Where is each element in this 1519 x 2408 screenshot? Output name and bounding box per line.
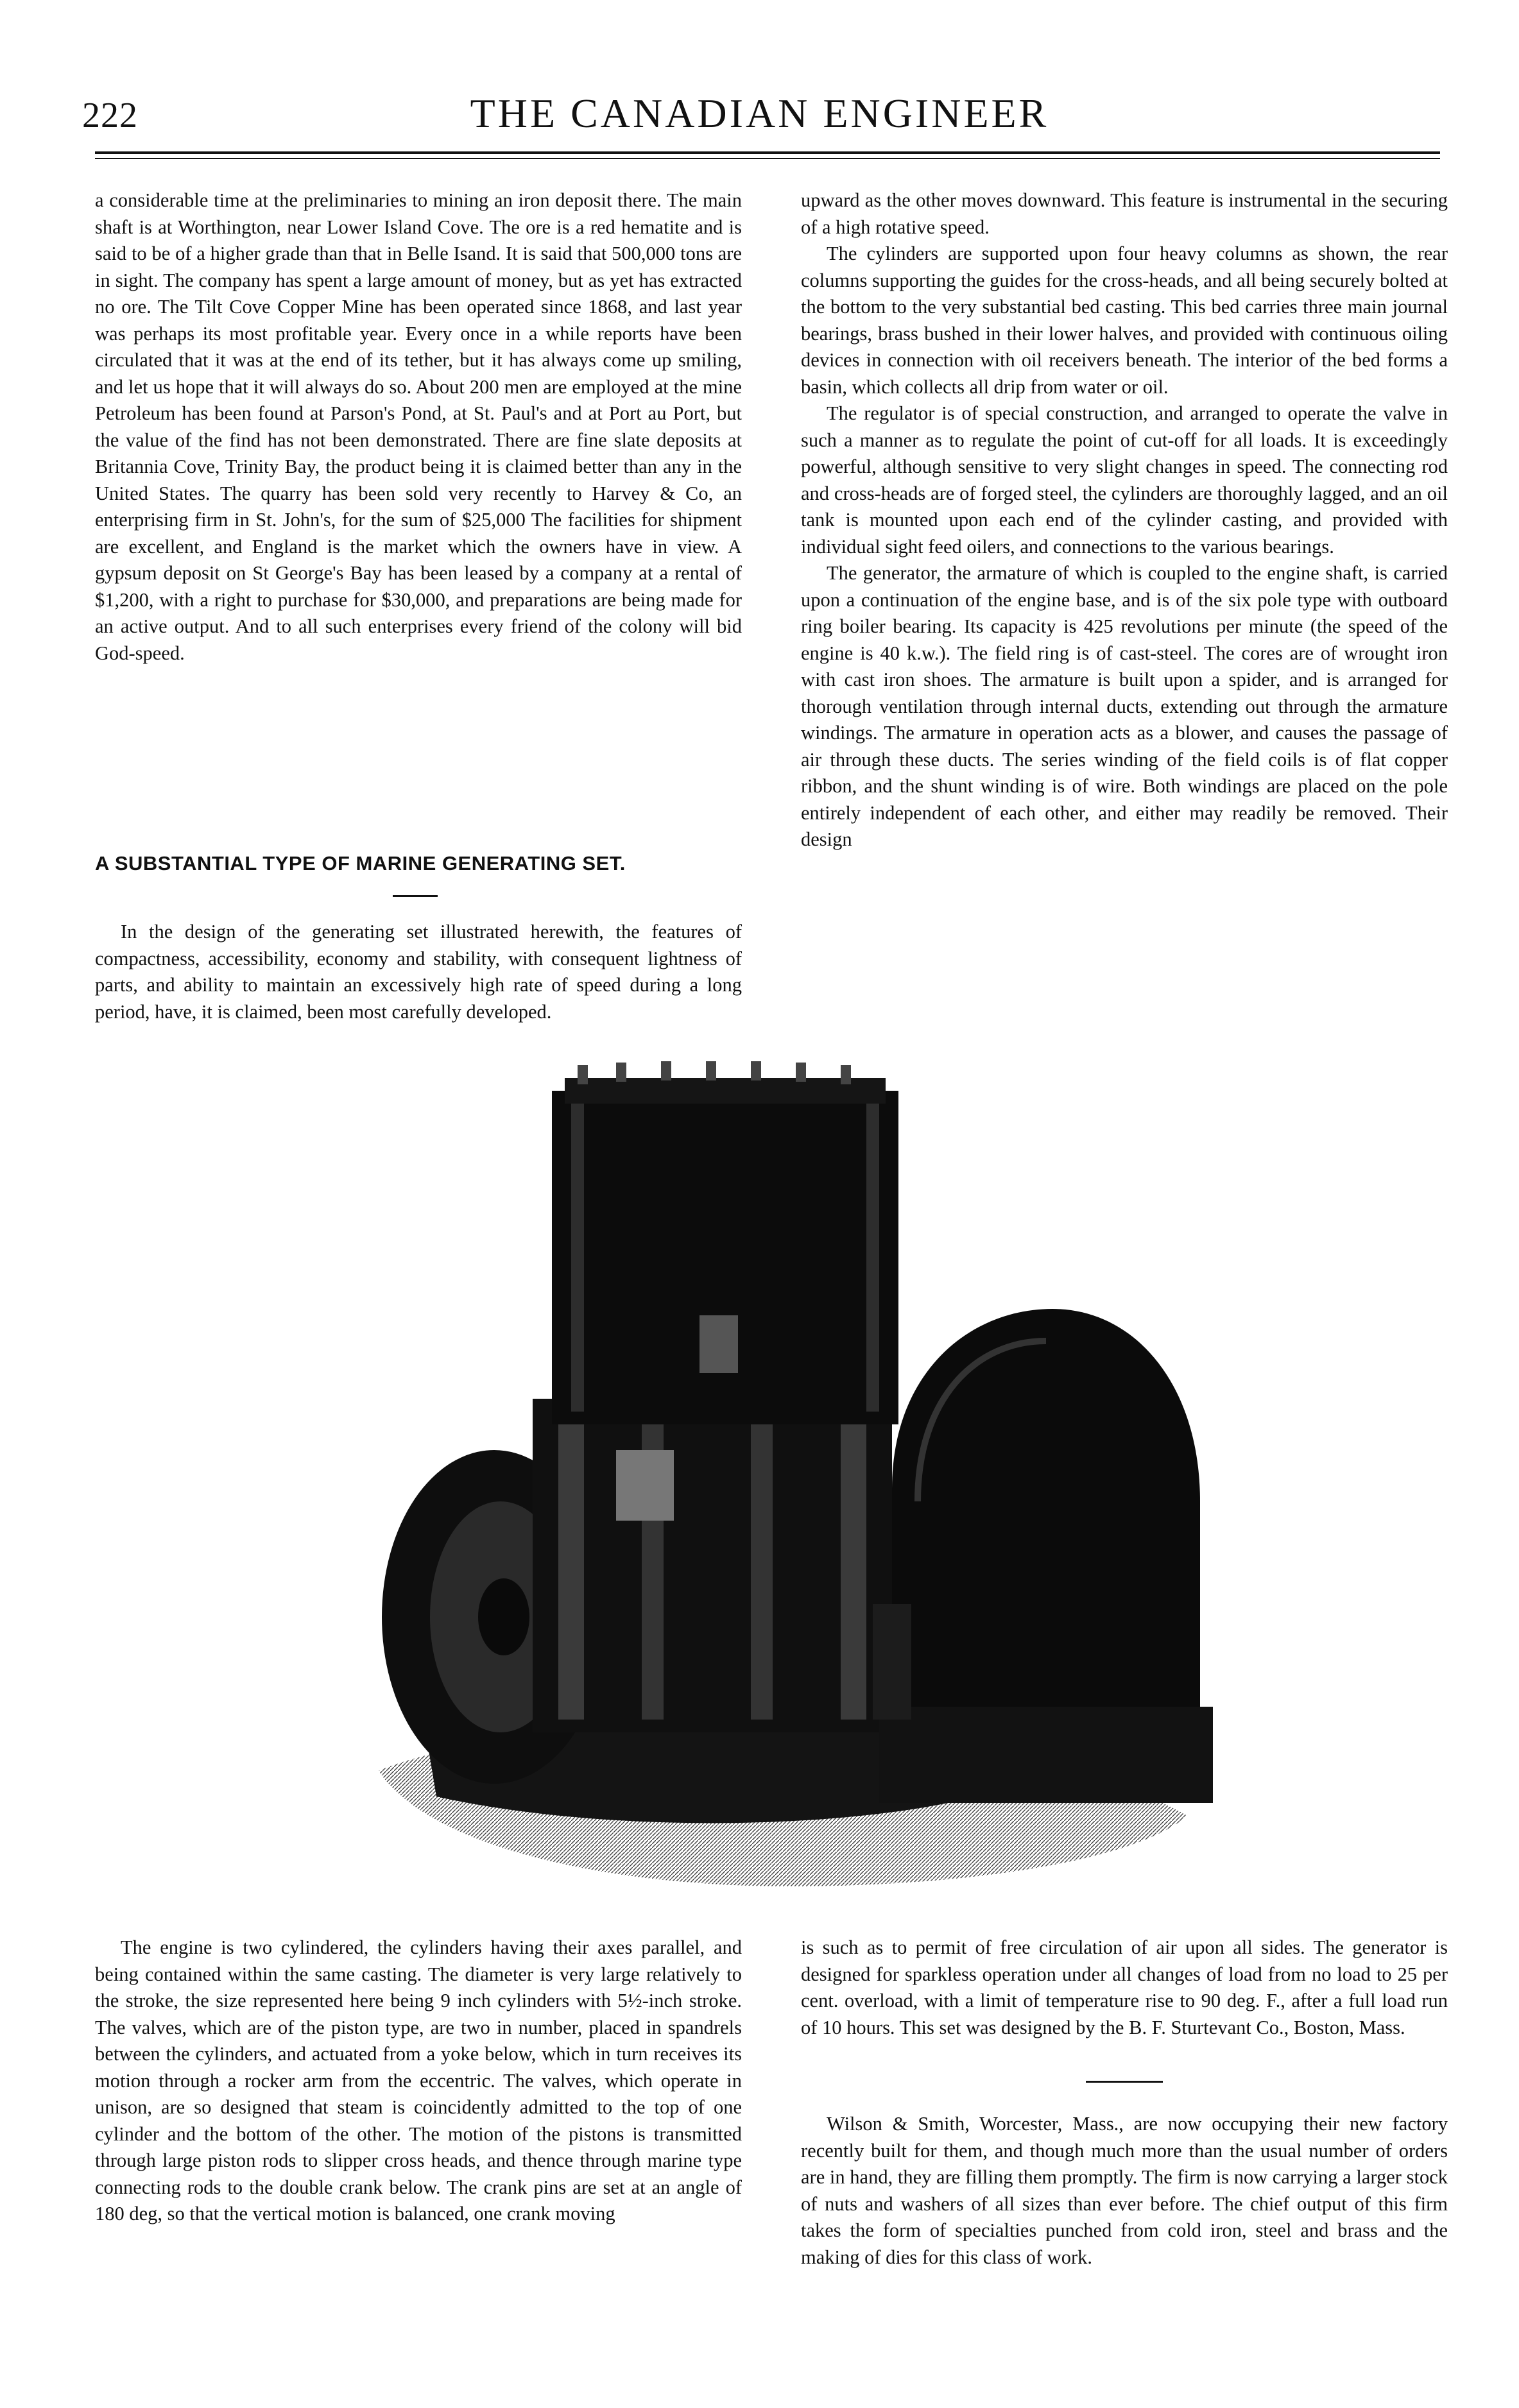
paragraph: The generator, the armature of which is coupled to the engine shaft, is carried upon a continuation of the engine base, and is of the six pole type with outboard ring boiler bearing. Its capacity is 425 revolutions per minute (the speed of the engine is 40 k.w.). The field ring is of cast-steel. The cores are of wrought iron with cast iron shoes. The armature is built upon a spider, and is arranged for thorough ventilation through internal ducts, extending out through the armature windings. The armature in operation acts as a blower, and causes the passage of air through these ducts. The series winding of the field coils is of flat copper ribbon, and the shunt winding is of wire. Both windings are placed on the pole entirely independent of each other, and either may readily be removed. Their design <box>801 562 1448 850</box>
paragraph: Wilson & Smith, Worcester, Mass., are now occupying their new factory recently built for them, and though much more than the usual number of orders are in hand, they are filling them promptly. The firm is now carrying a larger stock of nuts and washers of all sizes than ever before. The chief output of this firm takes the form of specialties punched from cold iron, steel and brass and the making of dies for this class of work. <box>801 2113 1448 2268</box>
paragraph: In the design of the generating set illustrated herewith, the features of compactness, accessibility, economy and stability, with consequent lightness of parts, and ability to maintain an excessively high rate of speed during a long period, have, it is claimed, been most carefully developed. <box>95 921 742 1023</box>
paragraph: The engine is two cylindered, the cylinders having their axes parallel, and being contained within the same casting. The diameter is very large relatively to the stroke, the size represented here being 9 inch cylinders with 5½-inch stroke. The valves, which are of the piston type, are two in number, placed in spandrels between the cylinders, and actuated from a yoke below, which in turn receives its motion through a rocker arm from the eccentric. The valves, which operate in unison, are so designed that steam is coincidently admitted to the top of one cylinder and the bottom of the other. The motion of the pistons is transmitted through large piston rods to slipper cross heads, and thence through marine type connecting rods to the double crank below. The crank pins are set at an angle of 180 deg, so that the vertical motion is balanced, one crank moving <box>95 1936 742 2224</box>
paragraph: upward as the other moves downward. This feature is instrumental in the securing of a high rotative speed. <box>801 189 1448 238</box>
page-number: 222 <box>82 96 138 135</box>
column-left-top <box>95 187 742 667</box>
generating-set-illustration <box>340 1039 1277 1912</box>
engine-generator-icon <box>340 1039 1277 1912</box>
column-left-bottom <box>95 1934 742 2228</box>
running-title: THE CANADIAN ENGINEER <box>470 90 1049 136</box>
paragraph: a considerable time at the preliminaries to mining an iron deposit there. The main shaft is at Worthington, near Lower Island Cove. The ore is a red hematite and is said to be of a higher grade than that in Belle Isand. It is said that 500,000 tons are in sight. The company has spent a large amount of money, but as yet has extracted no ore. The Tilt Cove Copper Mine has been operated since 1868, and last year was perhaps its most profitable year. Every once in a while reports have been circulated that it was at the end of its tether, but it has always come up smiling, and let us hope that it will always do so. About 200 men are employed at the mine Petroleum has been found at Parson's Pond, at St. Paul's and at Port au Port, but the value of the find has not been demonstrated. There are fine slate deposits at Britannia Cove, Trinity Bay, the product being it is claimed better than any in the United States. The quarry has been sold very recently to Harvey & Co, an enterprising firm in St. John's, for the sum of $25,000 The facilities for shipment are excellent, and England is the market which the owners have in view. A gypsum deposit on St George's Bay has been leased by a company at a rental of $1,200, with a right to purchase for $30,000, and preparations are being made for an active output. And to all such enterprises every friend of the colony will bid God-speed. <box>95 189 742 664</box>
paragraph: The regulator is of special construction, and arranged to operate the valve in such a manner as to regulate the point of cut-off for all loads. It is exceedingly powerful, although sensitive to very slight changes in speed. The connecting rod and cross-heads are of forged steel, the cylinders are thoroughly lagged, and an oil tank is mounted upon each end of the cylinder casting, and provided with individual sight feed oilers, and connections to the various bearings. <box>801 402 1448 558</box>
heading-rule <box>393 895 438 897</box>
column-left-intro <box>95 919 742 1025</box>
paragraph: is such as to permit of free circulation of air upon all sides. The generator is designed for sparkless operation under all changes of load from no load to 25 per cent. overload, with a limit of temperature rise to 90 deg. F., after a full load run of 10 hours. This set was designed by the B. F. Sturtevant Co., Boston, Mass. <box>801 1936 1448 2038</box>
column-right-bottom <box>801 1934 1448 2271</box>
article-heading: A SUBSTANTIAL TYPE OF MARINE GENERATING SET. <box>95 852 626 875</box>
section-separator <box>1086 2081 1163 2083</box>
column-right-top <box>801 187 1448 853</box>
paragraph: The cylinders are supported upon four heavy columns as shown, the rear columns supporting the guides for the cross-heads, and all being securely bolted at the bottom to the very substantial bed casting. This bed carries three main journal bearings, brass bushed in their lower halves, and provided with continuous oiling devices in connection with oil receivers beneath. The interior of the bed forms a basin, which collects all drip from water or oil. <box>801 243 1448 398</box>
header-rule-thick <box>95 151 1440 154</box>
header-rule-thin <box>95 158 1440 159</box>
